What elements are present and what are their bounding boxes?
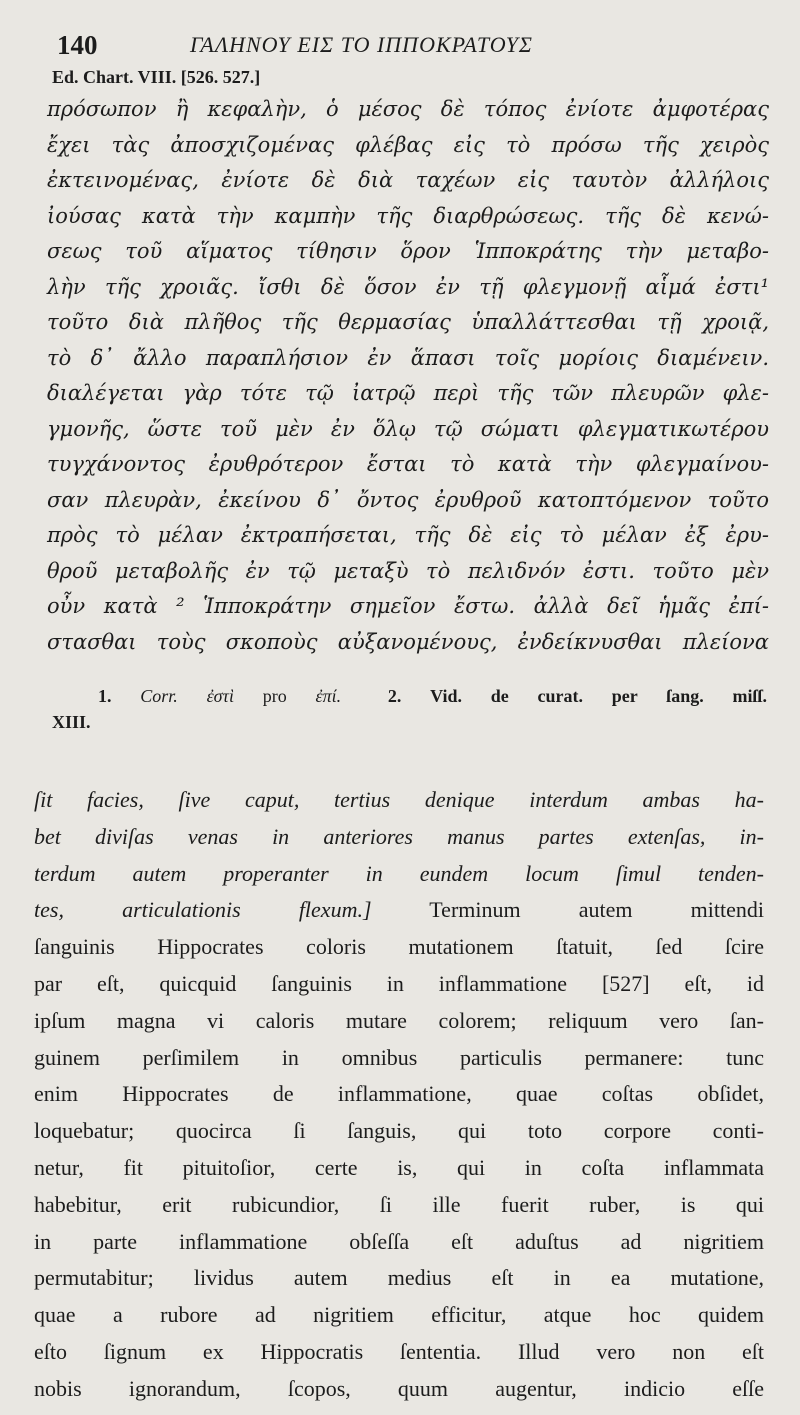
greek-line: τοῦτο διὰ πλῆθος τῆς θερμασίας ὑπαλλάττεσθαι τῇ χροιᾷ, [47, 310, 769, 334]
latin-line: bet diviſas venas in anteriores manus partes extenſas, in- [34, 823, 764, 849]
footnotes [52, 683, 767, 735]
footnote-2: 2. Vid. de curat. per ſang. miſſ. [387, 686, 767, 706]
latin-line: quae a rubore ad nigritiem efficitur, atque hoc quidem [34, 1302, 764, 1328]
greek-line: σεως τοῦ αἵματος τίθησιν ὅρον Ἱπποκράτης τὴν μεταβο- [47, 239, 769, 263]
greek-line: γμονῆς, ὥστε τοῦ μὲν ἐν ὅλῳ τῷ σώματι φλεγματικωτέρου [47, 416, 769, 441]
footnote-1-greek-2: ἐπί. [315, 686, 342, 706]
page-number: 140 [57, 30, 98, 60]
latin-line: terdum autem properanter in eundem locum ſimul tenden- [34, 860, 764, 886]
footnote-1-corr: Corr. [140, 686, 178, 706]
latin-line: eſto ſignum ex Hippocratis ſententia. Illud vero non eſt [34, 1338, 764, 1364]
latin-line: guinem perſimilem in omnibus particulis permanere: tunc [34, 1044, 764, 1070]
latin-line [34, 892, 764, 929]
greek-line: ἐκτεινομένας, ἐνίοτε δὲ διὰ ταχέων εἰς ταυτὸν ἀλλήλοις [47, 168, 769, 192]
footnote-line [52, 683, 767, 709]
greek-text-block [47, 92, 769, 660]
latin-roman-segment: Terminum autem mittendi [371, 897, 764, 923]
greek-line: σαν πλευρὰν, ἐκείνου δ᾽ ὄντος ἐρυθροῦ κατοπτόμενον τοῦτο [47, 487, 769, 512]
greek-line: ἔχει τὰς ἀποσχιζομένας φλέβας εἰς τὸ πρόσω τῆς χειρὸς [47, 132, 769, 157]
latin-line: netur, fit pituitoſior, certe is, qui in coſta inflammata [34, 1154, 764, 1180]
latin-text-block [34, 782, 764, 1408]
greek-line: ἰούσας κατὰ τὴν καμπὴν τῆς διαρθρώσεως. τῆς δὲ κενώ- [47, 203, 769, 228]
greek-line: τὸ δ᾽ ἄλλο παραπλήσιον ἐν ἅπασι τοῖς μορίοις διαμένειν. [47, 345, 769, 370]
latin-italic-segment: tes, articulationis flexum.] [34, 897, 372, 923]
latin-line: permutabitur; lividus autem medius eſt in ea mutatione, [34, 1265, 764, 1291]
latin-line: par eſt, quicquid ſanguinis in inflammatione [527] eſt, id [34, 970, 764, 996]
greek-line: λὴν τῆς χροιᾶς. ἴσθι δὲ ὅσον ἐν τῇ φλεγμονῇ αἷμά ἐστι¹ [47, 274, 769, 299]
latin-line: in parte inflammatione obſeſſa eſt aduſtus ad nigritiem [34, 1228, 764, 1254]
greek-line: πρόσωπον ἢ κεφαλὴν, ὁ μέσος δὲ τόπος ἐνίοτε ἀμφοτέρας [47, 97, 769, 121]
greek-line: οὖν κατὰ ² Ἱπποκράτην σημεῖον ἔστω. ἀλλὰ δεῖ ἡμᾶς ἐπί- [47, 594, 769, 618]
greek-line: διαλέγεται γὰρ τότε τῷ ἰατρῷ περὶ τῆς τῶν πλευρῶν φλε- [47, 381, 769, 405]
footnote-1-pro: pro [262, 686, 287, 706]
latin-line: enim Hippocrates de inflammatione, quae coſtas obſidet, [34, 1081, 764, 1107]
latin-line: habebitur, erit rubicundior, ſi ille fuerit ruber, is qui [34, 1191, 764, 1217]
edition-reference: Ed. Chart. VIII. [526. 527.] [52, 67, 261, 87]
running-title: ΓΑΛΗΝΟΥ ΕΙΣ ΤΟ ΙΠΠΟΚΡΑΤΟΥΣ [190, 32, 534, 57]
latin-line: ipſum magna vi caloris mutare colorem; reliquum vero ſan- [34, 1007, 764, 1033]
latin-line: nobis ignorandum, ſcopos, quum augentur, indicio eſſe [34, 1375, 764, 1401]
latin-line: ſit facies, ſive caput, tertius denique interdum ambas ha- [34, 787, 764, 812]
greek-line: τυγχάνοντος ἐρυθρότερον ἔσται τὸ κατὰ τὴν φλεγμαίνου- [47, 452, 769, 476]
greek-line: θροῦ μεταβολῆς ἐν τῷ μεταξὺ τὸ πελιδνόν ἐστι. τοῦτο μὲν [47, 558, 769, 583]
greek-line: πρὸς τὸ μέλαν ἐκτραπήσεται, τῆς δὲ εἰς τὸ μέλαν ἐξ ἐρυ- [47, 523, 769, 547]
latin-line: ſanguinis Hippocrates coloris mutationem ſtatuit, ſed ſcire [34, 934, 764, 960]
footnote-2-continued: XIII. [52, 712, 91, 732]
footnote-1-number: 1. [98, 686, 112, 706]
latin-line: loquebatur; quocirca ſi ſanguis, qui toto corpore conti- [34, 1118, 764, 1144]
greek-line: στασθαι τοὺς σκοποὺς αὐξανομένους, ἐνδείκνυσθαι πλείονα [47, 629, 769, 654]
footnote-1-greek: ἐστὶ [206, 686, 234, 706]
